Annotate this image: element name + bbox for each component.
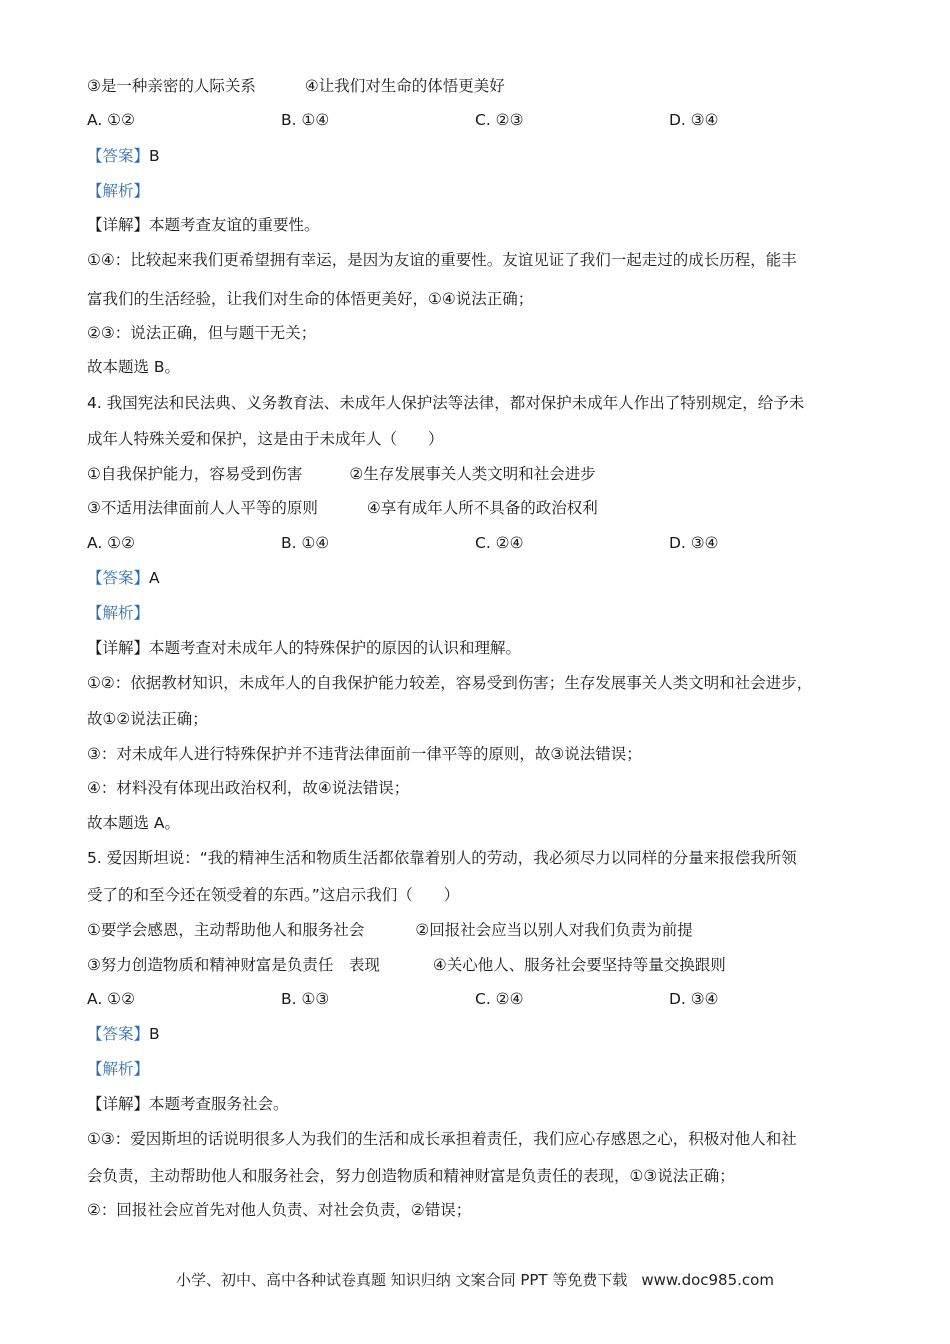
option-d: D. ③④ <box>669 534 719 552</box>
option-b: B. ①③ <box>281 990 330 1008</box>
answer-tag: 【答案】 <box>87 147 150 165</box>
option-a: A. ①② <box>87 111 135 129</box>
statement-row <box>87 920 693 940</box>
explanation-line: ①②：依据教材知识，未成年人的自我保护能力较差，容易受到伤害；生存发展事关人类文明和社会进步， <box>87 674 813 692</box>
answer-value: B <box>149 1025 160 1043</box>
answer-line <box>87 568 160 588</box>
analysis-tag: 【解析】 <box>87 604 150 622</box>
question-stem: 受了的和至今还在领受着的东西。”这启示我们（ ） <box>87 886 460 904</box>
detail-text: 本题考查服务社会。 <box>149 1095 289 1113</box>
explanation-line: ③：对未成年人进行特殊保护并不违背法律面前一律平等的原则，故③说法错误； <box>87 745 642 763</box>
statement-row <box>87 464 596 484</box>
statement-2: ②生存发展事关人类文明和社会进步 <box>349 465 596 483</box>
option-b: B. ①④ <box>281 111 330 129</box>
question-stem: 5. 爱因斯坦说：“我的精神生活和物质生活都依靠着别人的劳动，我必须尽力以同样的分量来报偿我所领 <box>87 849 797 867</box>
explanation-line: 会负责，主动帮助他人和服务社会，努力创造物质和精神财富是负责任的表现，①③说法正确； <box>87 1167 735 1185</box>
statement-3: ③不适用法律面前人人平等的原则 <box>87 499 318 517</box>
conclusion-line: 故本题选 A。 <box>87 814 181 832</box>
question-stem: 4. 我国宪法和民法典、义务教育法、未成年人保护法等法律，都对保护未成年人作出了特别规定，给予未 <box>87 394 805 412</box>
page-footer <box>0 1269 950 1290</box>
detail-text: 本题考查友谊的重要性。 <box>149 216 320 234</box>
analysis-tag: 【解析】 <box>87 1060 150 1078</box>
detail-line <box>87 638 521 658</box>
explanation-line: 故①②说法正确； <box>87 710 208 728</box>
statement-4: ④让我们对生命的体悟更美好 <box>304 77 505 95</box>
option-a: A. ①② <box>87 534 135 552</box>
option-c: C. ②④ <box>475 990 524 1008</box>
statement-3: ③努力创造物质和精神财富是负责任 表现 <box>87 956 380 974</box>
option-d: D. ③④ <box>669 111 719 129</box>
answer-value: B <box>149 147 160 165</box>
answer-line <box>87 1024 160 1044</box>
statement-4: ④关心他人、服务社会要坚持等量交换跟则 <box>432 956 726 974</box>
footer-url[interactable]: www.doc985.com <box>641 1271 774 1289</box>
answer-tag: 【答案】 <box>87 569 150 587</box>
analysis-tag: 【解析】 <box>87 182 150 200</box>
statement-4: ④享有成年人所不具备的政治权利 <box>366 499 598 517</box>
detail-tag: 【详解】 <box>87 1095 150 1113</box>
explanation-line: ②：回报社会应首先对他人负责、对社会负责，②错误； <box>87 1201 472 1219</box>
question-stem: 成年人特殊关爱和保护，这是由于未成年人（ ） <box>87 430 444 448</box>
explanation-line: ①④：比较起来我们更希望拥有幸运，是因为友谊的重要性。友谊见证了我们一起走过的成长历程，能丰 <box>87 251 797 269</box>
detail-line <box>87 215 320 235</box>
statement-3: ③是一种亲密的人际关系 <box>87 77 256 95</box>
statement-2: ②回报社会应当以别人对我们负责为前提 <box>415 921 693 939</box>
answer-tag: 【答案】 <box>87 1025 150 1043</box>
explanation-line: 富我们的生活经验，让我们对生命的体悟更美好，①④说法正确； <box>87 290 534 308</box>
option-a: A. ①② <box>87 990 135 1008</box>
detail-line <box>87 1094 289 1114</box>
explanation-line: ④：材料没有体现出政治权利，故④说法错误； <box>87 779 410 797</box>
statement-row <box>87 76 505 96</box>
answer-line <box>87 146 160 166</box>
statement-1: ①自我保护能力，容易受到伤害 <box>87 465 303 483</box>
option-d: D. ③④ <box>669 990 719 1008</box>
option-b: B. ①④ <box>281 534 330 552</box>
explanation-line: ②③：说法正确，但与题干无关； <box>87 324 317 342</box>
detail-text: 本题考查对未成年人的特殊保护的原因的认识和理解。 <box>149 639 522 657</box>
detail-tag: 【详解】 <box>87 216 150 234</box>
statement-row <box>87 955 726 975</box>
footer-text: 小学、初中、高中各种试卷真题 知识归纳 文案合同 PPT 等免费下载 <box>176 1271 628 1289</box>
option-c: C. ②③ <box>475 111 524 129</box>
detail-tag: 【详解】 <box>87 639 150 657</box>
statement-1: ①要学会感恩，主动帮助他人和服务社会 <box>87 921 365 939</box>
conclusion-line: 故本题选 B。 <box>87 358 181 376</box>
option-c: C. ②④ <box>475 534 524 552</box>
answer-value: A <box>149 569 160 587</box>
explanation-line: ①③：爱因斯坦的话说明很多人为我们的生活和成长承担着责任，我们应心存感恩之心，积极对他人和社 <box>87 1130 797 1148</box>
statement-row <box>87 498 598 518</box>
